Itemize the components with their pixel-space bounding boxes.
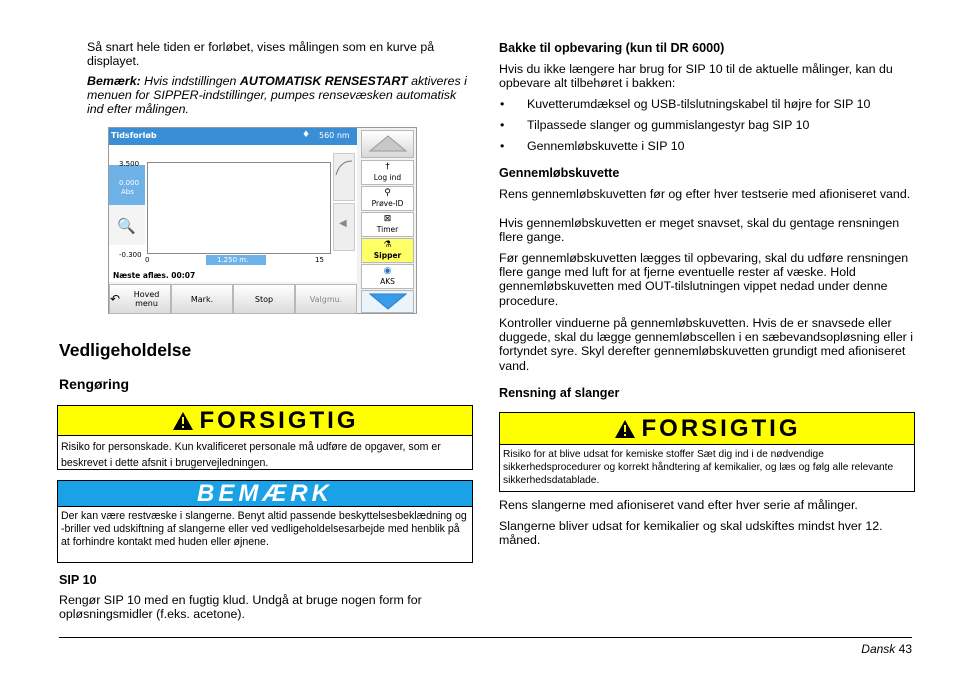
options-button[interactable]: Valgmu.: [295, 284, 357, 314]
list-item: • Kuvetterumdæksel og USB-tilslutningskabel til højre for SIP 10: [499, 97, 915, 111]
main-menu-button[interactable]: ↶ Hoved menu: [109, 284, 171, 314]
flow-cell-p3: Kontroller vinduerne på gennemløbskuvetten. Hvis de er snavsede eller duggede, skal du lægge gennemløbscellen i en sæbevandsopløsning eller i fortyndet syre. Skyl derefter gennemløbskuvetten grundigt med afioniseret vand.: [499, 316, 913, 373]
warning-triangle-icon: [172, 411, 194, 431]
y-mid-label: 0.000: [119, 179, 140, 187]
side-sample-id-button[interactable]: ⚲ Prøve-ID: [361, 186, 414, 211]
scroll-down-button[interactable]: [361, 290, 414, 313]
flow-cell-title: Gennemløbskuvette: [499, 166, 620, 180]
screen-plot: [109, 145, 357, 282]
plot-area: [147, 162, 331, 254]
y-min-label: -0.300: [119, 251, 142, 259]
caution-box-left: [57, 405, 473, 470]
caution-title: FORSIGTIG: [199, 406, 359, 434]
y-max-label: 3.500: [119, 160, 140, 168]
caution-text: Risiko for personskade. Kun kvalificeret personale må udføre de opgaver, som er beskrevet i dette afsnit i brugervejledningen.: [61, 441, 441, 469]
instrument-screenshot: [108, 127, 417, 314]
login-icon: †: [385, 162, 390, 172]
arrow-down-icon: [363, 291, 413, 313]
side-aks-button[interactable]: ◉ AKS: [361, 264, 414, 289]
curve-icon: [334, 157, 354, 177]
sip-title: SIP 10: [59, 573, 97, 587]
lamp-icon: ♦: [302, 130, 311, 140]
warning-triangle-icon: [614, 419, 636, 439]
storage-text: Hvis du ikke længere har brug for SIP 10 til de aktuelle målinger, kan du opbevare alt tilbehøret i bakken:: [499, 62, 893, 91]
tubes-p2: Slangerne bliver udsat for kemikalier og skal udskiftes mindst hver 12. måned.: [499, 519, 883, 548]
back-arrow-icon: ↶: [110, 291, 121, 306]
side-sipper-button[interactable]: ⚗ Sipper: [361, 238, 414, 263]
page-number: 43: [898, 642, 912, 656]
notice-header: [58, 481, 472, 507]
screen-wavelength: 560 nm: [319, 131, 350, 140]
caution-text: Risiko for at blive udsat for kemiske stoffer Sæt dig ind i de nødvendige sikkerhedsprocedurer og korrekt håndtering af kemikalier, og læs og følg alle relevante sikkerhedsdatablade.: [503, 449, 894, 486]
caution-header: [500, 413, 914, 445]
screen-button-bar: [109, 284, 357, 314]
next-reading-label: Næste aflæs. 00:07: [113, 271, 196, 280]
note-paragraph: [87, 74, 472, 117]
note-setting: AUTOMATISK RENSESTART: [239, 74, 408, 88]
caution-header: [58, 406, 472, 436]
y-unit-label: Abs: [121, 188, 134, 196]
arrow-left-icon: ◀: [339, 218, 347, 229]
notice-title: BEMÆRK: [197, 479, 333, 507]
sip-text: Rengør SIP 10 med en fugtig klud. Undgå at bruge nogen form for opløsningsmidler (f.eks. acetone).: [59, 593, 422, 622]
sipper-icon: ⚗: [383, 240, 392, 250]
flow-cell-p1b: Hvis gennemløbskuvetten er meget snavset, skal du gentage rensningen flere gange.: [499, 216, 900, 245]
note-post: aktiveres i menuen for SIPPER-indstillinger, pumpes rensevæsken automatisk ind efter målingen.: [87, 74, 467, 117]
timer-icon: ⊠: [383, 214, 392, 224]
intro-text: Så snart hele tiden er forløbet, vises målingen som en kurve på displayet.: [87, 40, 435, 69]
storage-list: [499, 97, 915, 161]
screen-titlebar: [109, 128, 357, 145]
flow-cell-p2: Før gennemløbskuvetten lægges til opbevaring, skal du udføre rensningen flere gange med luft for at fjerne eventuelle rester af væske. Hold gennemløbskuvetten med OUT-tilslutningen vippet nedad under denne procedure.: [499, 251, 909, 308]
storage-title: Bakke til opbevaring (kun til DR 6000): [499, 41, 725, 55]
footer-language: Dansk: [861, 642, 896, 656]
subsection-title: Rengøring: [59, 376, 129, 392]
sample-icon: ⚲: [384, 188, 391, 198]
stop-button[interactable]: Stop: [233, 284, 295, 314]
x-mid-label: 1.250 m.: [217, 256, 249, 264]
side-timer-button[interactable]: ⊠ Timer: [361, 212, 414, 237]
tubes-p1: Rens slangerne med afioniseret vand efter hver serie af målinger.: [499, 498, 858, 512]
tubes-title: Rensning af slanger: [499, 386, 620, 400]
mark-button[interactable]: Mark.: [171, 284, 233, 314]
zoom-icon[interactable]: 🔍: [117, 217, 136, 235]
caution-title: FORSIGTIG: [641, 414, 801, 442]
notice-box: [57, 480, 473, 563]
list-item: • Tilpassede slanger og gummislangestyr bag SIP 10: [499, 118, 915, 132]
scroll-up-button[interactable]: [361, 130, 414, 158]
note-pre: Hvis indstillingen: [140, 74, 240, 88]
note-label: Bemærk:: [87, 74, 141, 88]
screen-title: Tidsforløb: [111, 131, 157, 140]
x-min-label: 0: [145, 256, 150, 264]
caution-box-right: [499, 412, 915, 492]
screen-sidebar: [359, 128, 416, 314]
aks-icon: ◉: [383, 266, 392, 276]
list-item: • Gennemløbskuvette i SIP 10: [499, 139, 915, 153]
arrow-up-icon: [363, 131, 413, 157]
footer: [800, 642, 912, 656]
side-login-button[interactable]: † Log ind: [361, 160, 414, 185]
x-max-label: 15: [315, 256, 324, 264]
notice-text: Der kan være restvæske i slangerne. Benyt altid passende beskyttelsesbeklædning og -briller ved udskiftning af slangerne eller ved vedligeholdelsesarbejde med henblik på at forhindre kontakt med huden eller øjnene.: [61, 510, 467, 548]
footer-rule: [59, 637, 912, 638]
flow-cell-p1: Rens gennemløbskuvetten før og efter hver testserie med afioniseret vand.: [499, 187, 911, 201]
section-title: Vedligeholdelse: [59, 340, 192, 360]
